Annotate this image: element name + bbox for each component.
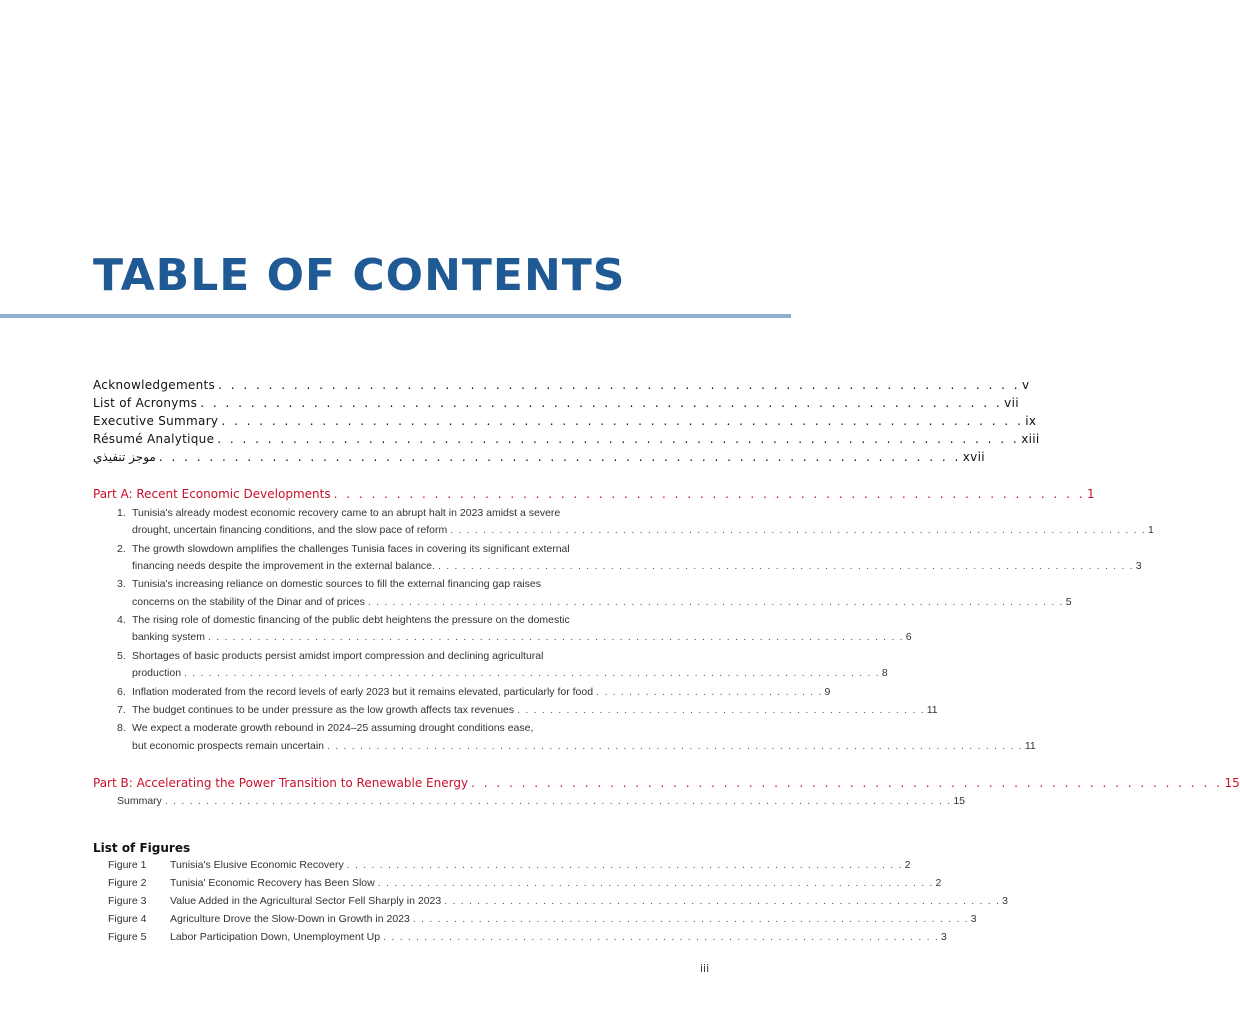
page-title: TABLE OF CONTENTS	[93, 250, 626, 301]
dot-leader: . . . . . . . . . . . . . . . . . . . . . . . . . . . . . . . . . . . . . . . . . . . . . . . . . . . . . . . . . . . . . . . . . . . .	[412, 913, 969, 925]
toc-entry-page: xiii	[1021, 432, 1040, 446]
item-text-line2: concerns on the stability of the Dinar and of prices	[132, 596, 365, 608]
item-number: 3.	[117, 578, 126, 590]
figure-title: Tunisia' Economic Recovery has Been Slow	[170, 877, 375, 889]
item-page: 8	[881, 667, 888, 679]
part-page: 15	[1224, 776, 1240, 790]
item-text-line2: financing needs despite the improvement in the external balance.	[132, 560, 435, 572]
item-number: 4.	[117, 614, 126, 626]
dot-leader: . . . . . . . . . . . . . . . . . . . . . . . . . . . . . . . . . . . . . . . . . . . . . . . . . . . . . . . . . . . . . . . .	[200, 396, 1003, 410]
toc-entry-page: vii	[1004, 396, 1019, 410]
figure-entry-2[interactable]	[170, 877, 942, 889]
dot-leader: . . . . . . . . . . . . . . . . . . . . . . . . . . . . . . . . . . . . . . . . . . . . . . . . . . . . . . . . . . . .	[471, 776, 1223, 790]
page-number: iii	[700, 962, 710, 975]
toc-item-8[interactable]	[132, 740, 1036, 752]
toc-entry-label: List of Acronyms	[93, 396, 198, 410]
item-number: 1.	[117, 507, 126, 519]
dot-leader: . . . . . . . . . . . . . . . . . . . . . . . . . . . . . . . . . . . . . . . . . . . . . . . . . . . . . . . . . . . . . . . . . . . . . . . . . . . . . . . . . . . . . . . . . . . . . . . .	[164, 795, 952, 807]
item-number: 5.	[117, 650, 126, 662]
dot-leader: . . . . . . . . . . . . . . . . . . . . . . . . . . . . . . . . . . . . . . . . . . . . . . . . . . . . . . . . . . . . . . . . . . . . . . . . . . . . . . . . . . . . .	[327, 740, 1023, 752]
item-text-line1: Tunisia's already modest economic recovery came to an abrupt halt in 2023 amidst a severe	[132, 507, 561, 519]
item-text-line2: banking system	[132, 631, 205, 643]
item-page: 3	[1135, 560, 1142, 572]
toc-entry-executive-summary[interactable]	[93, 414, 1037, 428]
item-text-line1: The growth slowdown amplifies the challenges Tunisia faces in covering its significant external	[132, 543, 570, 555]
item-number: 8.	[117, 722, 126, 734]
toc-entry-label: Executive Summary	[93, 414, 219, 428]
dot-leader: . . . . . . . . . . . . . . . . . . . . . . . . . . . . . . . . . . . . . . . . . . . . . . . . . . . . . . . . . . . .	[333, 487, 1086, 501]
figure-label: Figure 5	[108, 931, 147, 943]
item-text-line1: The rising role of domestic financing of the public debt heightens the pressure on the domestic	[132, 614, 570, 626]
toc-item-3[interactable]	[132, 596, 1072, 608]
item-page: 1	[1148, 524, 1154, 536]
dot-leader: . . . . . . . . . . . . . . . . . . . . . . . . . . . . . . . . . . . . . . . . . . . . . . . . . . . . . . . . . . . . . . . . . . . . . . . . . . . . . . . . . . . . .	[207, 631, 904, 643]
figure-label: Figure 1	[108, 859, 147, 871]
dot-leader: . . . . . . . . . . . . . . . . . . . . . . . . . . . . . . . . . . . . . . . . . . . . . . . . . . . . . . . . . . . . . . . .	[217, 432, 1020, 446]
item-text-line2: drought, uncertain financing conditions, and the slow pace of reform	[132, 524, 448, 536]
item-text-line1: We expect a moderate growth rebound in 2024–25 assuming drought conditions ease,	[132, 722, 534, 734]
item-text-line2: Inflation moderated from the record levels of early 2023 but it remains elevated, particularly for food	[132, 686, 594, 698]
toc-entry-label: موجز تنفيذي	[93, 450, 156, 464]
item-text-line1: Tunisia's increasing reliance on domestic sources to fill the external financing gap raises	[132, 578, 541, 590]
dot-leader: . . . . . . . . . . . . . . . . . . . . . . . . . . . . . . . . . . . . . . . . . . . . . . . . . . . . . . . . . . . . . . . . . . . .	[444, 895, 1001, 907]
figure-page: 3	[1002, 895, 1008, 907]
toc-item-1[interactable]	[132, 524, 1154, 536]
dot-leader: . . . . . . . . . . . . . . . . . . . . . . . . . . . . . . . . . . . . . . . . . . . . . . . . . . . . . . . . . . . . . . . .	[218, 378, 1021, 392]
toc-item-7[interactable]	[132, 704, 938, 716]
figure-title: Labor Participation Down, Unemployment Up	[170, 931, 381, 943]
dot-leader: . . . . . . . . . . . . . . . . . . . . . . . . . . . . . . . . . . . . . . . . . . . . . . . . . .	[517, 704, 925, 716]
figures-heading: List of Figures	[93, 841, 191, 855]
item-text-line1: Shortages of basic products persist amidst import compression and declining agricultural	[132, 650, 544, 662]
title-divider	[0, 314, 791, 318]
figure-title: Tunisia's Elusive Economic Recovery	[170, 859, 344, 871]
toc-item-6[interactable]	[132, 686, 831, 698]
figure-title: Value Added in the Agricultural Sector Fell Sharply in 2023	[170, 895, 442, 907]
figure-entry-4[interactable]	[170, 913, 977, 925]
item-number: 7.	[117, 704, 126, 716]
toc-entry-page: ix	[1025, 414, 1037, 428]
figure-entry-1[interactable]	[170, 859, 911, 871]
dot-leader: . . . . . . . . . . . . . . . . . . . . . . . . . . . . . . . . . . . . . . . . . . . . . . . . . . . . . . . . . . . . . . . .	[158, 450, 961, 464]
toc-item-4[interactable]	[132, 631, 912, 643]
dot-leader: . . . . . . . . . . . . . . . . . . . . . . . . . . . . . . . . . . . . . . . . . . . . . . . . . . . . . . . . . . . . . . . . . . . .	[346, 859, 903, 871]
item-text-line2: production	[132, 667, 182, 679]
figure-label: Figure 4	[108, 913, 147, 925]
figure-page: 3	[970, 913, 977, 925]
item-page: 9	[824, 686, 831, 698]
toc-entry-label: Acknowledgements	[93, 378, 216, 392]
dot-leader: . . . . . . . . . . . . . . . . . . . . . . . . . . . . . . . . . . . . . . . . . . . . . . . . . . . . . . . . . . . . . . . . . . . .	[383, 931, 939, 943]
toc-entry-label: Résumé Analytique	[93, 432, 215, 446]
item-page: 11	[926, 704, 938, 716]
figure-entry-5[interactable]	[170, 931, 947, 943]
figure-page: 3	[940, 931, 947, 943]
part-label: Part A: Recent Economic Developments	[93, 487, 331, 501]
figure-page: 2	[904, 859, 911, 871]
dot-leader: . . . . . . . . . . . . . . . . . . . . . . . . . . . . . . . . . . . . . . . . . . . . . . . . . . . . . . . . . . . . . . . . . . . . . . . . . . . . . . . . . . . . .	[367, 596, 1064, 608]
toc-part-a[interactable]	[93, 487, 1095, 501]
dot-leader: . . . . . . . . . . . . . . . . . . . . . . . . . . . .	[596, 686, 823, 698]
toc-entry-resume[interactable]	[93, 432, 1040, 446]
item-number: 2.	[117, 543, 126, 555]
item-page: 6	[905, 631, 912, 643]
dot-leader: . . . . . . . . . . . . . . . . . . . . . . . . . . . . . . . . . . . . . . . . . . . . . . . . . . . . . . . . . . . . . . . . . . . . . . . . . . . . . . . . . . . . .	[184, 667, 880, 679]
item-text-line2: The budget continues to be under pressure as the low growth affects tax revenues	[132, 704, 515, 716]
figure-page: 2	[935, 877, 942, 889]
toc-entry-page: v	[1022, 378, 1030, 392]
toc-part-b-summary[interactable]	[117, 795, 966, 807]
toc-entry-acronyms[interactable]	[93, 396, 1019, 410]
dot-leader: . . . . . . . . . . . . . . . . . . . . . . . . . . . . . . . . . . . . . . . . . . . . . . . . . . . . . . . . . . . . . . . . . . . . . . . . . . . . . . . . . . . . .	[437, 560, 1134, 572]
dot-leader: . . . . . . . . . . . . . . . . . . . . . . . . . . . . . . . . . . . . . . . . . . . . . . . . . . . . . . . . . . . . . . . .	[221, 414, 1024, 428]
item-page: 11	[1024, 740, 1036, 752]
toc-part-b[interactable]	[93, 776, 1240, 790]
figure-title: Agriculture Drove the Slow-Down in Growth in 2023	[170, 913, 410, 925]
toc-item-5[interactable]	[132, 667, 888, 679]
dot-leader: . . . . . . . . . . . . . . . . . . . . . . . . . . . . . . . . . . . . . . . . . . . . . . . . . . . . . . . . . . . . . . . . . . . .	[377, 877, 934, 889]
dot-leader: . . . . . . . . . . . . . . . . . . . . . . . . . . . . . . . . . . . . . . . . . . . . . . . . . . . . . . . . . . . . . . . . . . . . . . . . . . . . . . . . . . . . .	[450, 524, 1147, 536]
figure-label: Figure 2	[108, 877, 147, 889]
item-number: 6.	[117, 686, 126, 698]
figure-label: Figure 3	[108, 895, 147, 907]
toc-item-2[interactable]	[132, 560, 1142, 572]
toc-entry-arabic-summary[interactable]	[93, 450, 985, 464]
toc-entry-acknowledgements[interactable]	[93, 378, 1030, 392]
figure-entry-3[interactable]	[170, 895, 1008, 907]
item-text-line2: but economic prospects remain uncertain	[132, 740, 325, 752]
part-label: Part B: Accelerating the Power Transition to Renewable Energy	[93, 776, 469, 790]
part-page: 1	[1087, 487, 1095, 501]
item-text: Summary	[117, 795, 162, 807]
toc-entry-page: xvii	[962, 450, 985, 464]
item-page: 15	[953, 795, 966, 807]
item-page: 5	[1065, 596, 1072, 608]
